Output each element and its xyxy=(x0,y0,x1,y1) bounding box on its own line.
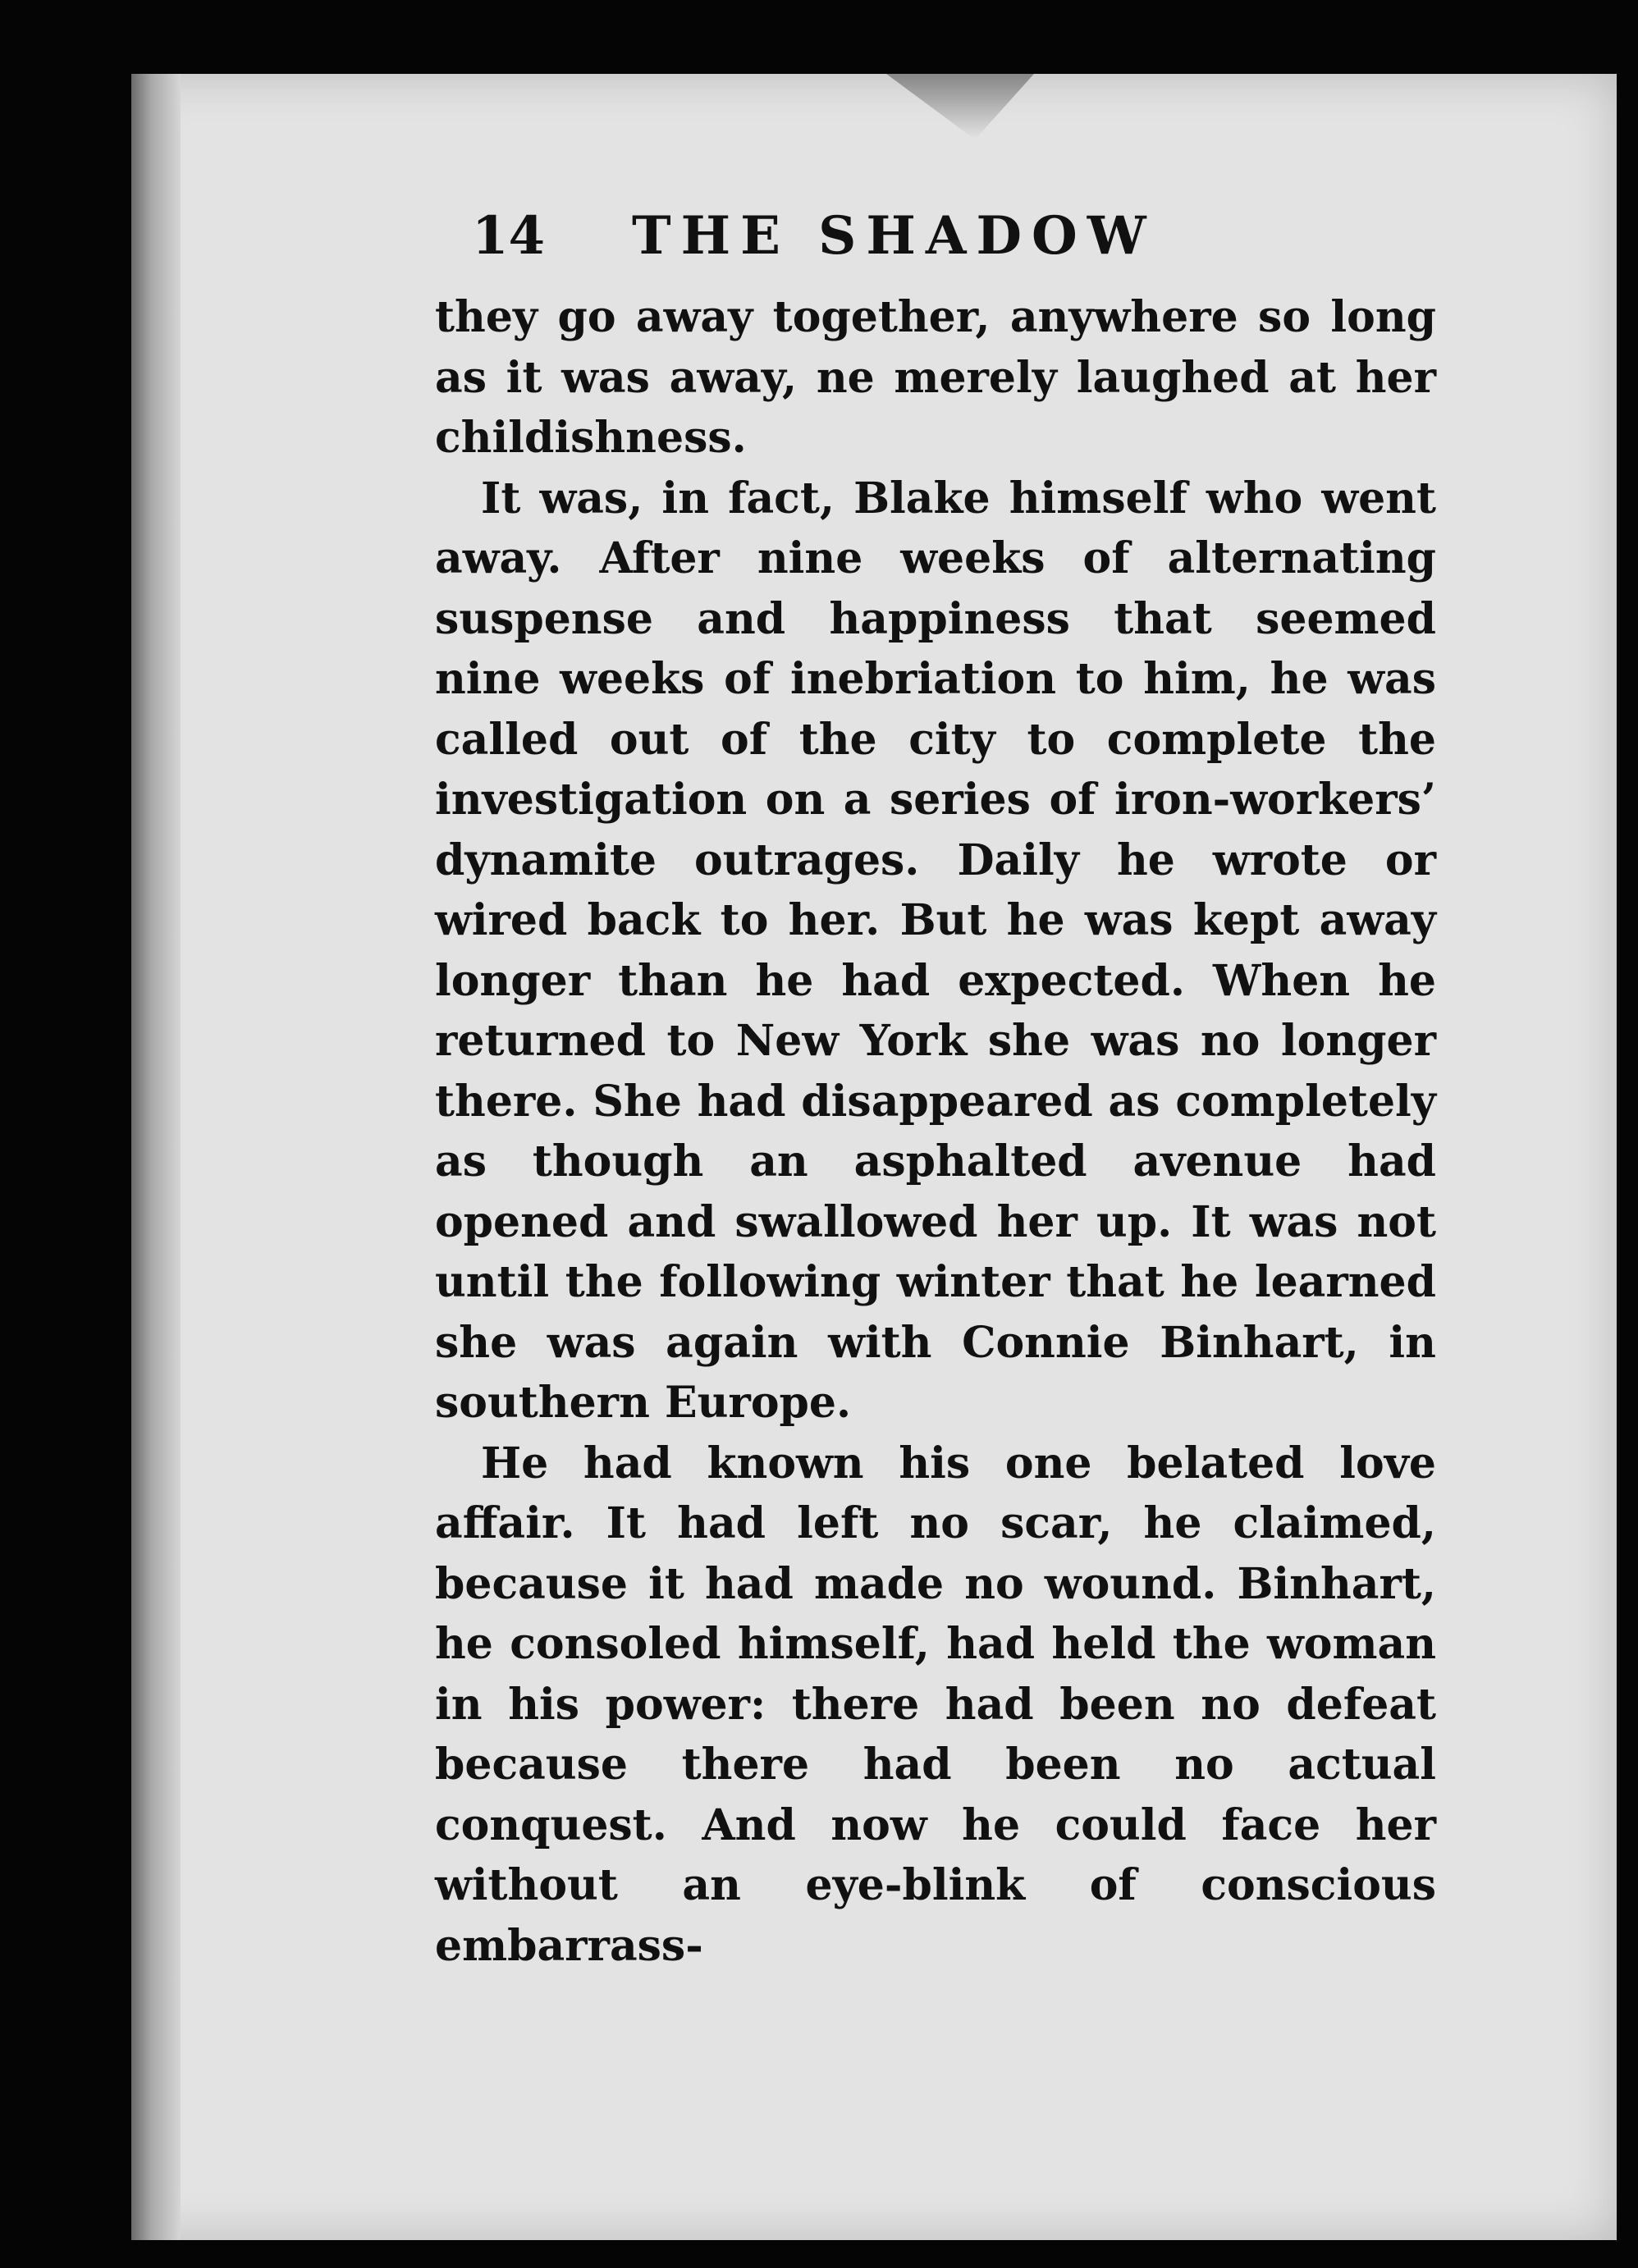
page-content xyxy=(435,205,1436,1976)
paragraph: It was, in fact, Blake himself who went away. After nine weeks of alternating suspense and happiness that seemed nine weeks of inebriation to him, he was called out of the city to complete the investigation on a series of iron-workers’ dynamite outrages. Daily he wrote or wired back to her. But he was kept away longer than he had expected. When he returned to New York she was no longer there. She had disappeared as completely as though an asphalted avenue had opened and swallowed her up. It was not until the following winter that he learned she was again with Connie Binhart, in southern Europe. xyxy=(435,473,1436,1428)
paragraph-continued: they go away together, anywhere so long as it was away, ne merely laughed at her childishness. xyxy=(435,292,1436,463)
paragraph: He had known his one belated love affair. It had left no scar, he claimed, because it had made no wound. Binhart, he consoled himself, had held the woman in his power: there had been no defeat because there had been no actual conquest. And now he could face her without an eye-blink of conscious embarrass- xyxy=(435,1438,1436,1971)
page-spine-shadow xyxy=(131,74,181,2240)
running-title: THE SHADOW xyxy=(632,205,1156,267)
page-number: 14 xyxy=(472,205,546,267)
body-text xyxy=(435,287,1436,1976)
page-header xyxy=(435,205,1436,287)
